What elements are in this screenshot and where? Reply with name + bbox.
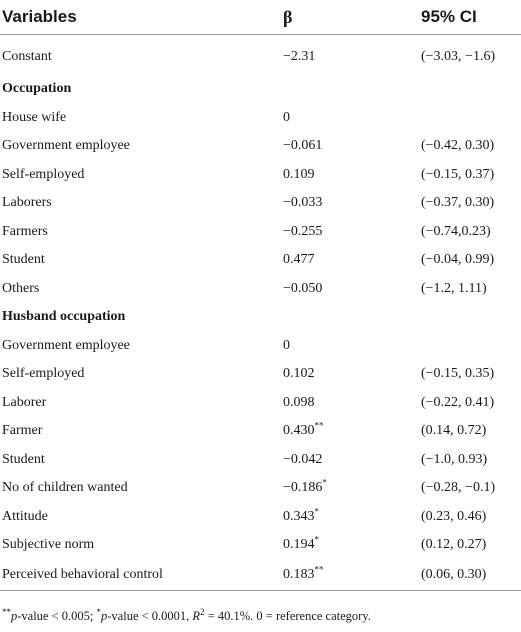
cell-variable: Government employee: [2, 138, 130, 154]
cell-variable: Constant: [2, 49, 52, 64]
cell-variable: Farmer: [2, 423, 43, 439]
footnote-sig1-mark: *: [96, 606, 102, 617]
cell-beta: [281, 75, 419, 104]
table-row: [0, 360, 521, 389]
cell-variable: Laborers: [2, 195, 52, 211]
cell-ci: (−0.22, 0.41): [421, 394, 495, 410]
cell-beta: [281, 246, 419, 275]
table-row: [0, 35, 521, 76]
cell-ci: (−0.42, 0.30): [421, 138, 495, 154]
cell-beta: [281, 503, 419, 532]
significance-mark: *: [314, 534, 319, 545]
table-row: [0, 389, 521, 418]
beta-value: 0.343: [283, 508, 315, 524]
cell-ci: (0.12, 0.27): [421, 537, 487, 553]
cell-ci: (−0.15, 0.37): [421, 166, 495, 182]
table-row: [0, 417, 521, 446]
cell-variable: Government employee: [2, 337, 130, 353]
beta-value: 0: [283, 337, 290, 353]
cell-beta: [281, 275, 419, 304]
cell-beta: [281, 360, 419, 389]
table-footnote: [2, 606, 371, 624]
cell-beta: [281, 189, 419, 218]
cell-variable: Others: [2, 280, 40, 296]
table-row: [0, 503, 521, 532]
footnote-p-label: p: [11, 609, 18, 623]
header-beta: β: [281, 0, 419, 35]
cell-variable: Farmers: [2, 223, 48, 239]
beta-value: −2.31: [283, 49, 316, 64]
cell-variable: Subjective norm: [2, 537, 95, 553]
beta-value: 0.194: [283, 537, 315, 553]
table-body: [0, 35, 521, 591]
beta-value: −0.042: [283, 451, 323, 467]
cell-ci: [419, 303, 521, 332]
cell-ci: (0.14, 0.72): [421, 423, 487, 439]
header-variables: Variables: [0, 0, 281, 35]
cell-variable: Attitude: [2, 508, 48, 524]
cell-variable: Husband occupation: [2, 309, 126, 325]
significance-mark: *: [314, 506, 319, 517]
table-row: [0, 189, 521, 218]
cell-beta: [281, 218, 419, 247]
cell-variable: Perceived behavioral control: [0, 560, 281, 591]
cell-beta: [281, 161, 419, 190]
cell-ci: (−0.37, 0.30): [421, 195, 495, 211]
beta-value: −0.050: [283, 280, 323, 296]
beta-value: −0.061: [283, 138, 323, 154]
beta-value: 0.183: [283, 566, 315, 582]
cell-variable: Self-employed: [2, 366, 85, 382]
cell-beta: [281, 35, 419, 76]
table-row: [0, 531, 521, 560]
table-row: [0, 332, 521, 361]
cell-beta: [281, 417, 419, 446]
cell-variable: Self-employed: [2, 166, 85, 182]
header-ci: 95% CI: [419, 0, 521, 35]
cell-ci: [419, 104, 521, 133]
table-section-row: [0, 75, 521, 104]
cell-beta: [281, 104, 419, 133]
footnote-r2-label: R: [192, 609, 201, 623]
cell-variable: Laborer: [2, 394, 47, 410]
cell-ci: (−0.04, 0.99): [421, 252, 495, 268]
cell-ci: (0.23, 0.46): [421, 508, 487, 524]
cell-beta: [281, 303, 419, 332]
table-header-row: [0, 0, 521, 35]
table-row: [0, 474, 521, 503]
cell-beta: [281, 132, 419, 161]
cell-beta: [281, 531, 419, 560]
cell-variable: No of children wanted: [2, 480, 128, 496]
cell-ci: (−0.15, 0.35): [421, 366, 495, 382]
table-row: [0, 132, 521, 161]
beta-value: 0: [283, 109, 290, 125]
cell-beta: [281, 446, 419, 475]
cell-ci: [419, 75, 521, 104]
cell-ci: (−0.28, −0.1): [421, 480, 496, 496]
table-row: [0, 161, 521, 190]
cell-ci: [419, 332, 521, 361]
footnote-sig2-mark: **: [2, 606, 11, 617]
table-section-row: [0, 303, 521, 332]
significance-mark: **: [314, 420, 324, 431]
cell-variable: Student: [2, 252, 45, 268]
beta-value: 0.430: [283, 423, 315, 439]
cell-variable: House wife: [2, 109, 67, 125]
cell-beta: [281, 332, 419, 361]
table-row: [0, 560, 521, 591]
table-row: [0, 275, 521, 304]
table-row: [0, 104, 521, 133]
beta-value: 0.109: [283, 166, 315, 182]
cell-variable: Occupation: [2, 81, 72, 97]
beta-value: −0.033: [283, 195, 323, 211]
significance-mark: *: [322, 477, 327, 488]
beta-value: −0.186: [283, 480, 323, 496]
table-row: [0, 246, 521, 275]
cell-ci: (−1.0, 0.93): [421, 451, 488, 467]
cell-ci: (−3.03, −1.6): [421, 49, 496, 64]
footnote-sig1-text: -value < 0.0001,: [107, 609, 193, 623]
beta-value: 0.102: [283, 366, 315, 382]
cell-ci: (−0.74,0.23): [421, 223, 491, 239]
beta-value: 0.477: [283, 252, 315, 268]
footnote-sig2-text: -value < 0.005;: [17, 609, 97, 623]
cell-beta: [281, 474, 419, 503]
table-row: [0, 446, 521, 475]
footnote-r2-exp: 2: [200, 606, 205, 617]
table-row: [0, 218, 521, 247]
cell-ci: (0.06, 0.30): [419, 560, 521, 591]
cell-beta: [281, 560, 419, 591]
cell-beta: [281, 389, 419, 418]
beta-value: 0.098: [283, 394, 315, 410]
cell-variable: Student: [2, 451, 45, 467]
cell-ci: (−1.2, 1.11): [421, 280, 487, 296]
footnote-p-label-2: p: [101, 609, 108, 623]
footnote-r2-text: = 40.1%. 0 = reference category.: [204, 609, 371, 623]
significance-mark: **: [314, 563, 324, 574]
beta-value: −0.255: [283, 223, 323, 239]
